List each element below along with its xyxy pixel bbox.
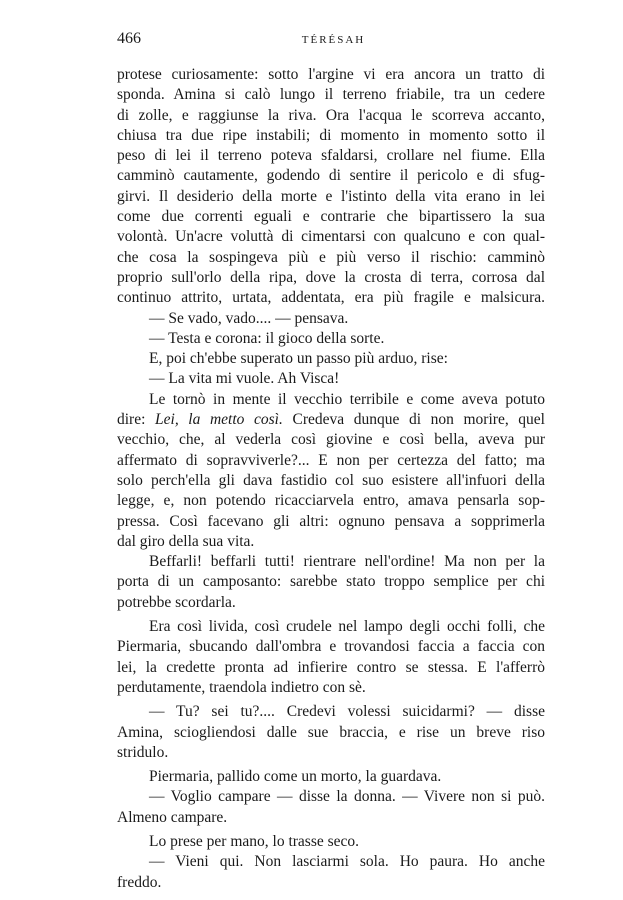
text-line: perdutamente, traendola indietro con sè. [117,678,366,696]
text-line: Le tornò in mente il vecchio terribile e come aveva potuto [149,390,545,408]
page-header [117,30,550,50]
text-line: affermato di sopravviverle?... E non per certezza del fatto; ma [117,451,545,469]
text-line: chiusa tra due ripe instabili; di momento in momento sotto il [117,126,545,144]
italic-quote: Lei, la metto così. [155,411,283,429]
body-text [117,65,545,893]
dialogue-line: — Se vado, vado.... — pensava. [149,309,349,327]
text-segment: dire: [117,411,156,429]
text-line: come due correnti eguali e contrarie che bipartissero la sua [117,208,545,226]
dialogue-line: — Vieni qui. Non lasciarmi sola. Ho paura. Ho anche [149,853,545,871]
text-line: legge, e, non potendo ricacciarvela entro, amava pensarla sop- [117,492,545,510]
text-line: che cosa la sospingeva più e più verso il rischio: camminò [117,248,545,266]
text-line: camminò cautamente, godendo di sentire il pericolo e di sfug- [117,167,545,185]
text-line: protese curiosamente: sotto l'argine vi era ancora un tratto di [117,66,545,83]
text-line: peso di lei il terreno poteva sfaldarsi, crollare nel fiume. Ella [117,147,545,165]
text-line: di zolle, e raggiunse la riva. Ora l'acqua le scorreva accanto, [117,106,545,124]
text-line: Beffarli! beffarli tutti! rientrare nell'ordine! Ma non per la [149,553,545,571]
text-line: proprio sull'orlo della ripa, dove la crosta di terra, corrosa dal [117,268,545,286]
text-line: vecchio, che, al vederla così giovine e così bella, aveva pur [117,431,545,449]
text-line: sponda. Amina si calò lungo il terreno friabile, tra un cedere [117,86,545,104]
text-line: solo perch'ella gli dava fastidio col suo esistere all'infuori della [117,471,545,489]
text-line: Lo prese per mano, lo trasse seco. [149,832,360,850]
dialogue-line: — Voglio campare — disse la donna. — Vivere non si può. [149,788,545,806]
text-line: Piermaria, sbucando dall'ombra e trovandosi faccia a faccia con [117,638,545,656]
text-line: girvi. Il desiderio della morte e l'istinto della vita erano in lei [117,187,545,205]
running-title: TÉRÉSAH [301,34,366,46]
text-line: lei, la credette pronta ad infierire contro se stessa. E l'afferrò [117,658,545,676]
text-line: Piermaria, pallido come un morto, la guardava. [149,768,442,786]
text-line: volontà. Un'acre voluttà di cimentarsi con qualcuno e con qual- [117,228,545,246]
text-line: E, poi ch'ebbe superato un passo più arduo, rise: [149,350,448,368]
text-line: potrebbe scordarla. [117,593,236,611]
dialogue-line: — La vita mi vuole. Ah Visca! [149,370,340,388]
text-line: dal giro della sua vita. [117,532,255,550]
text-line-mixed [117,410,545,430]
text-line: Era così livida, così crudele nel lampo degli occhi folli, che [149,618,545,636]
text-line: Amina, sciogliendosi dalle sue braccia, e rise un breve riso [117,723,545,741]
text-line: pressa. Così facevano gli altri: ognuno pensava a sopprimerla [117,512,545,530]
text-line: Almeno campare. [117,808,228,826]
dialogue-line: — Tu? sei tu?.... Credevi volessi suicidarmi? — disse [149,703,545,721]
text-line: stridulo. [117,743,169,761]
text-line: freddo. [117,873,162,891]
text-segment: Credeva dunque di non morire, quel [282,411,545,429]
dialogue-line: — Testa e corona: il gioco della sorte. [149,329,385,347]
page-number: 466 [117,30,141,47]
text-line: continuo attrito, urtata, addentata, era più fragile e malsicura. [117,289,545,307]
text-line: porta di un camposanto: sarebbe stato troppo semplice per chi [117,573,545,591]
